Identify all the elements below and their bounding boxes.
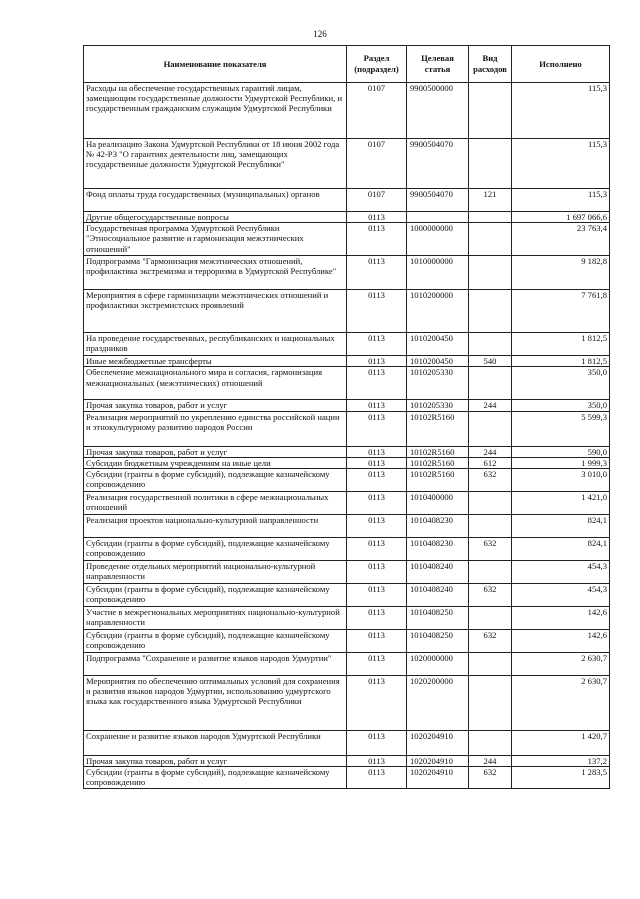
table-row xyxy=(84,212,610,223)
cell-executed: 7 761,8 xyxy=(512,290,610,333)
header-target: Целевая статья xyxy=(407,46,469,83)
cell-type: 632 xyxy=(469,630,512,653)
cell-section: 0113 xyxy=(347,256,407,290)
cell-executed: 115,3 xyxy=(512,189,610,212)
cell-executed: 1 999,3 xyxy=(512,457,610,468)
cell-name: Субсидии (гранты в форме субсидий), подлежащие казначейскому сопровождению xyxy=(84,584,347,607)
table-row xyxy=(84,446,610,457)
cell-section: 0113 xyxy=(347,561,407,584)
cell-executed: 3 010,0 xyxy=(512,469,610,492)
header-executed: Исполнено xyxy=(512,46,610,83)
cell-name: Другие общегосударственные вопросы xyxy=(84,212,347,223)
table-row xyxy=(84,756,610,767)
cell-section: 0113 xyxy=(347,400,407,411)
cell-section: 0107 xyxy=(347,139,407,189)
cell-name: Проведение отдельных мероприятий национально-культурной направленности xyxy=(84,561,347,584)
cell-name: Субсидии (гранты в форме субсидий), подлежащие казначейскому сопровождению xyxy=(84,630,347,653)
table-row xyxy=(84,411,610,446)
cell-executed: 137,2 xyxy=(512,756,610,767)
cell-section: 0113 xyxy=(347,630,407,653)
cell-type xyxy=(469,411,512,446)
cell-target: 1020000000 xyxy=(407,653,469,676)
cell-target: 1010200000 xyxy=(407,290,469,333)
cell-name: Субсидии бюджетным учреждениям на иные цели xyxy=(84,457,347,468)
cell-section: 0113 xyxy=(347,411,407,446)
cell-name: Мероприятия в сфере гармонизации межэтнических отношений и профилактики экстремистских проявлений xyxy=(84,290,347,333)
cell-target: 1010000000 xyxy=(407,256,469,290)
cell-name: Расходы на обеспечение государственных гарантий лицам, замещающим государственные должности Удмуртской Республики, и государственным гражданским служащим Удмуртской Республики xyxy=(84,83,347,139)
cell-executed: 142,6 xyxy=(512,630,610,653)
cell-type: 540 xyxy=(469,356,512,367)
cell-executed: 824,1 xyxy=(512,538,610,561)
cell-executed: 454,3 xyxy=(512,561,610,584)
cell-type xyxy=(469,561,512,584)
cell-name: Реализация государственной политики в сфере межнациональных отношений xyxy=(84,492,347,515)
cell-target: 1010400000 xyxy=(407,492,469,515)
cell-section: 0113 xyxy=(347,538,407,561)
cell-executed: 115,3 xyxy=(512,83,610,139)
cell-name: Подпрограмма "Гармонизация межэтнических отношений, профилактика экстремизма и терроризма в Удмуртской Республике" xyxy=(84,256,347,290)
cell-section: 0113 xyxy=(347,492,407,515)
cell-executed: 590,0 xyxy=(512,446,610,457)
cell-section: 0113 xyxy=(347,515,407,538)
cell-target: 1010408240 xyxy=(407,584,469,607)
cell-target: 9900504070 xyxy=(407,139,469,189)
cell-executed: 9 182,8 xyxy=(512,256,610,290)
cell-target: 1020204910 xyxy=(407,756,469,767)
cell-type xyxy=(469,290,512,333)
cell-section: 0113 xyxy=(347,676,407,731)
cell-section: 0113 xyxy=(347,367,407,400)
table-header-row xyxy=(84,46,610,83)
cell-name: Субсидии (гранты в форме субсидий), подлежащие казначейскому сопровождению xyxy=(84,538,347,561)
cell-target: 9900500000 xyxy=(407,83,469,139)
cell-target: 9900504070 xyxy=(407,189,469,212)
cell-name: Иные межбюджетные трансферты xyxy=(84,356,347,367)
page-number: 126 xyxy=(313,29,327,39)
cell-section: 0113 xyxy=(347,756,407,767)
cell-target: 1010408250 xyxy=(407,630,469,653)
cell-section: 0113 xyxy=(347,767,407,789)
cell-section: 0113 xyxy=(347,607,407,630)
cell-type: 632 xyxy=(469,584,512,607)
cell-type xyxy=(469,83,512,139)
cell-executed: 350,0 xyxy=(512,400,610,411)
table-row xyxy=(84,223,610,256)
cell-target: 10102R5160 xyxy=(407,446,469,457)
header-section: Раздел (подраздел) xyxy=(347,46,407,83)
cell-name: Прочая закупка товаров, работ и услуг xyxy=(84,446,347,457)
cell-type xyxy=(469,676,512,731)
cell-type xyxy=(469,212,512,223)
cell-target: 1010408230 xyxy=(407,538,469,561)
cell-type xyxy=(469,367,512,400)
cell-executed: 5 599,3 xyxy=(512,411,610,446)
cell-type: 121 xyxy=(469,189,512,212)
table-row xyxy=(84,469,610,492)
cell-type: 632 xyxy=(469,538,512,561)
cell-executed: 1 812,5 xyxy=(512,356,610,367)
cell-section: 0113 xyxy=(347,457,407,468)
cell-type xyxy=(469,515,512,538)
cell-section: 0113 xyxy=(347,446,407,457)
table-row xyxy=(84,356,610,367)
table-body xyxy=(84,83,610,789)
table-row xyxy=(84,515,610,538)
cell-name: Фонд оплаты труда государственных (муниципальных) органов xyxy=(84,189,347,212)
cell-executed: 824,1 xyxy=(512,515,610,538)
cell-executed: 1 812,5 xyxy=(512,333,610,356)
cell-section: 0113 xyxy=(347,356,407,367)
cell-type: 244 xyxy=(469,756,512,767)
cell-name: Участие в межрегиональных мероприятиях национально-культурной направленности xyxy=(84,607,347,630)
cell-executed: 23 763,4 xyxy=(512,223,610,256)
cell-type xyxy=(469,256,512,290)
cell-type xyxy=(469,223,512,256)
cell-section: 0113 xyxy=(347,653,407,676)
cell-executed: 115,3 xyxy=(512,139,610,189)
table-row xyxy=(84,538,610,561)
table-row xyxy=(84,561,610,584)
cell-type: 632 xyxy=(469,767,512,789)
cell-target: 1010200450 xyxy=(407,333,469,356)
cell-executed: 2 630,7 xyxy=(512,653,610,676)
table-row xyxy=(84,492,610,515)
header-name: Наименование показателя xyxy=(84,46,347,83)
table-row xyxy=(84,189,610,212)
table-row xyxy=(84,139,610,189)
cell-target: 1010205330 xyxy=(407,367,469,400)
cell-name: Мероприятия по обеспечению оптимальных условий для сохранения и развития языков народов Удмуртии, использованию удмуртского языка как государственного языка Удмуртской Республики xyxy=(84,676,347,731)
table-row xyxy=(84,630,610,653)
cell-section: 0113 xyxy=(347,223,407,256)
cell-target: 1010408250 xyxy=(407,607,469,630)
cell-target: 10102R5160 xyxy=(407,411,469,446)
cell-section: 0107 xyxy=(347,83,407,139)
table-row xyxy=(84,584,610,607)
cell-name: Сохранение и развитие языков народов Удмуртской Республики xyxy=(84,731,347,756)
cell-section: 0113 xyxy=(347,212,407,223)
cell-type xyxy=(469,139,512,189)
cell-section: 0107 xyxy=(347,189,407,212)
cell-executed: 142,6 xyxy=(512,607,610,630)
cell-name: Обеспечение межнационального мира и согласия, гармонизация межнациональных (межэтнических) отношений xyxy=(84,367,347,400)
cell-name: Реализация мероприятий по укреплению единства российской нации и этнокультурному развитию народов России xyxy=(84,411,347,446)
table-row xyxy=(84,290,610,333)
cell-target: 1000000000 xyxy=(407,223,469,256)
cell-executed: 454,3 xyxy=(512,584,610,607)
cell-section: 0113 xyxy=(347,333,407,356)
cell-target: 10102R5160 xyxy=(407,469,469,492)
table-row xyxy=(84,731,610,756)
cell-name: Прочая закупка товаров, работ и услуг xyxy=(84,400,347,411)
table-row xyxy=(84,607,610,630)
cell-target: 1020204910 xyxy=(407,767,469,789)
cell-name: Прочая закупка товаров, работ и услуг xyxy=(84,756,347,767)
budget-table xyxy=(83,45,610,789)
cell-name: Реализация проектов национально-культурной направленности xyxy=(84,515,347,538)
cell-target: 10102R5160 xyxy=(407,457,469,468)
cell-section: 0113 xyxy=(347,290,407,333)
cell-executed: 1 421,0 xyxy=(512,492,610,515)
header-type: Вид расходов xyxy=(469,46,512,83)
cell-section: 0113 xyxy=(347,584,407,607)
cell-name: Государственная программа Удмуртской Республики "Этносоциальное развитие и гармонизация межэтнических отношений" xyxy=(84,223,347,256)
table-row xyxy=(84,457,610,468)
cell-type: 244 xyxy=(469,446,512,457)
cell-type: 244 xyxy=(469,400,512,411)
cell-type xyxy=(469,607,512,630)
cell-type xyxy=(469,731,512,756)
cell-type: 612 xyxy=(469,457,512,468)
cell-executed: 1 283,5 xyxy=(512,767,610,789)
table-row xyxy=(84,767,610,789)
cell-name: На реализацию Закона Удмуртской Республики от 18 июня 2002 года № 42-РЗ "О гарантиях деятельности лиц, замещающих государственные должности Удмуртской Республики" xyxy=(84,139,347,189)
table-row xyxy=(84,256,610,290)
cell-name: На проведение государственных, республиканских и национальных праздников xyxy=(84,333,347,356)
cell-section: 0113 xyxy=(347,469,407,492)
cell-target: 1010408240 xyxy=(407,561,469,584)
table-row xyxy=(84,83,610,139)
cell-executed: 2 630,7 xyxy=(512,676,610,731)
table-row xyxy=(84,367,610,400)
table-row xyxy=(84,333,610,356)
cell-target: 1010200450 xyxy=(407,356,469,367)
cell-executed: 1 420,7 xyxy=(512,731,610,756)
cell-name: Субсидии (гранты в форме субсидий), подлежащие казначейскому сопровождению xyxy=(84,469,347,492)
cell-target: 1020200000 xyxy=(407,676,469,731)
table-row xyxy=(84,653,610,676)
cell-target xyxy=(407,212,469,223)
cell-type xyxy=(469,492,512,515)
table-row xyxy=(84,400,610,411)
cell-section: 0113 xyxy=(347,731,407,756)
cell-target: 1010408230 xyxy=(407,515,469,538)
cell-target: 1010205330 xyxy=(407,400,469,411)
cell-executed: 350,0 xyxy=(512,367,610,400)
cell-type xyxy=(469,653,512,676)
cell-target: 1020204910 xyxy=(407,731,469,756)
cell-type: 632 xyxy=(469,469,512,492)
cell-name: Подпрограмма "Сохранение и развитие языков народов Удмуртии" xyxy=(84,653,347,676)
table-row xyxy=(84,676,610,731)
cell-type xyxy=(469,333,512,356)
cell-name: Субсидии (гранты в форме субсидий), подлежащие казначейскому сопровождению xyxy=(84,767,347,789)
cell-executed: 1 697 066,6 xyxy=(512,212,610,223)
